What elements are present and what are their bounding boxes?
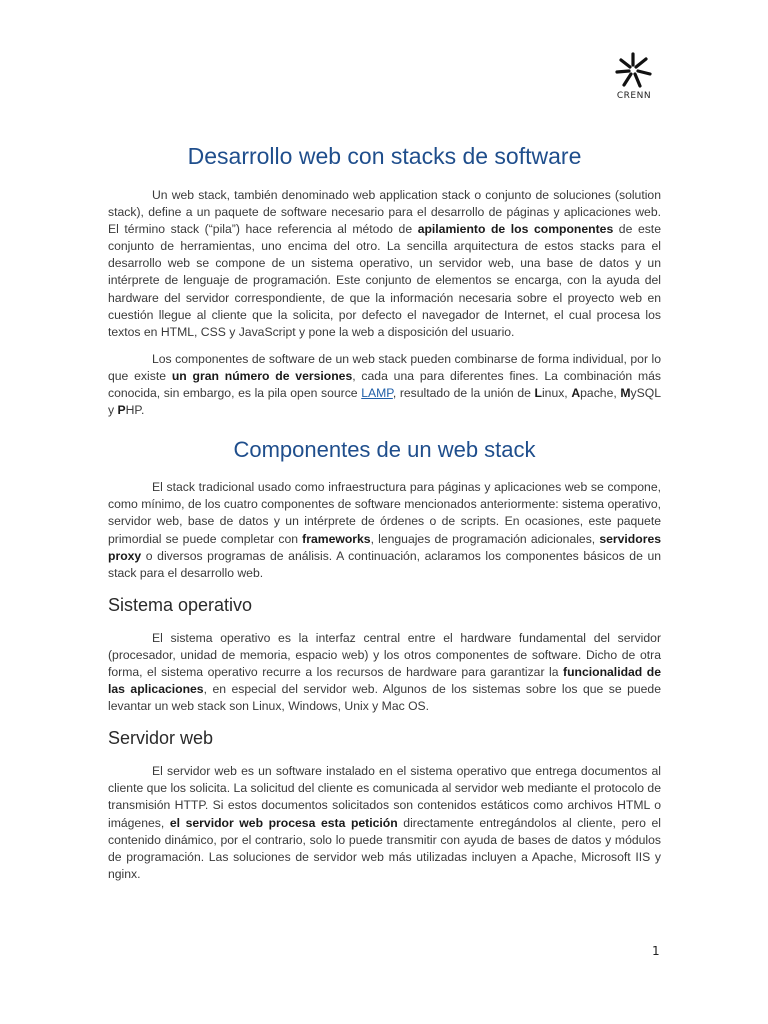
os-paragraph: El sistema operativo es la interfaz central entre el hardware fundamental del servidor (procesador, unidad de memoria, espacio web) y los otros componentes de software. Dicho de otra forma, el sistema operativo recurre a los recursos de hardware para garantizar la funcionalidad de las aplicaciones, en especial del servidor web. Algunos de los sistemas sobre los que se puede levantar un web stack son Linux, Windows, Unix y Mac OS. xyxy=(108,630,661,714)
page-number: 1 xyxy=(652,944,660,958)
components-heading: Componentes de un web stack xyxy=(233,437,536,463)
page-title: Desarrollo web con stacks de software xyxy=(187,143,582,169)
lamp-link[interactable]: LAMP xyxy=(361,386,393,401)
components-paragraph: El stack tradicional usado como infraestructura para páginas y aplicaciones web se compone, como mínimo, de los cuatro componentes de software mencionados anteriormente: sistema operativo, servidor web, base de datos y un intérprete de órdenes o de scripts. En ocasiones, este paquete primordial se puede completar con frameworks, lenguajes de programación adicionales, servidores proxy o diversos programas de análisis. A continuación, aclaramos los componentes básicos de un stack para el desarrollo web. xyxy=(108,480,661,580)
document-body xyxy=(108,138,661,893)
intro-paragraph-1: Un web stack, también denominado web application stack o conjunto de soluciones (solution stack), define a un paquete de software necesario para el desarrollo de páginas y aplicaciones web. El término stack (“pila”) hace referencia al método de apilamiento de los componentes de este conjunto de herramientas, uno encima del otro. La sencilla arquitectura de estos stacks para el desarrollo web se compone de un sistema operativo, un servidor web, una base de datos y un intérprete de lenguaje de programación. Este conjunto de elementos se encarga, con la ayuda del hardware del servidor correspondiente, de que la información necesaria sobre el proyecto web en cuestión llegue al cliente que la solicita, por defecto el navegador de Internet, el cual procesa los textos en HTML, CSS y JavaScript y pone la web a disposición del usuario. xyxy=(108,188,661,339)
crenn-logo xyxy=(608,50,660,101)
os-heading: Sistema operativo xyxy=(108,594,253,615)
webserver-paragraph: El servidor web es un software instalado en el sistema operativo que entrega documentos al cliente que los solicita. La solicitud del cliente es comunicada al servidor web mediante el protocolo de transmisión HTTP. Si estos documentos solicitados son contenidos estáticos como archivos HTML o imágenes, el servidor web procesa esta petición directamente entregándolos al cliente, pero el contenido dinámico, por el contrario, solo lo puede transmitir con ayuda de bases de datos y módulos de programación. Las soluciones de servidor web más utilizadas incluyen a Apache, Microsoft IIS y nginx. xyxy=(108,764,661,881)
logo-text: CRENN xyxy=(616,91,652,101)
intro-paragraph-2: Los componentes de software de un web stack pueden combinarse de forma individual, por lo que existe un gran número de versiones, cada una para diferentes fines. La combinación más conocida, sin embargo, es la pila open source LAMP, resultado de la unión de Linux, Apache, MySQL y PHP. xyxy=(108,351,661,418)
crenn-logo-icon xyxy=(612,50,656,90)
webserver-heading: Servidor web xyxy=(108,728,214,749)
